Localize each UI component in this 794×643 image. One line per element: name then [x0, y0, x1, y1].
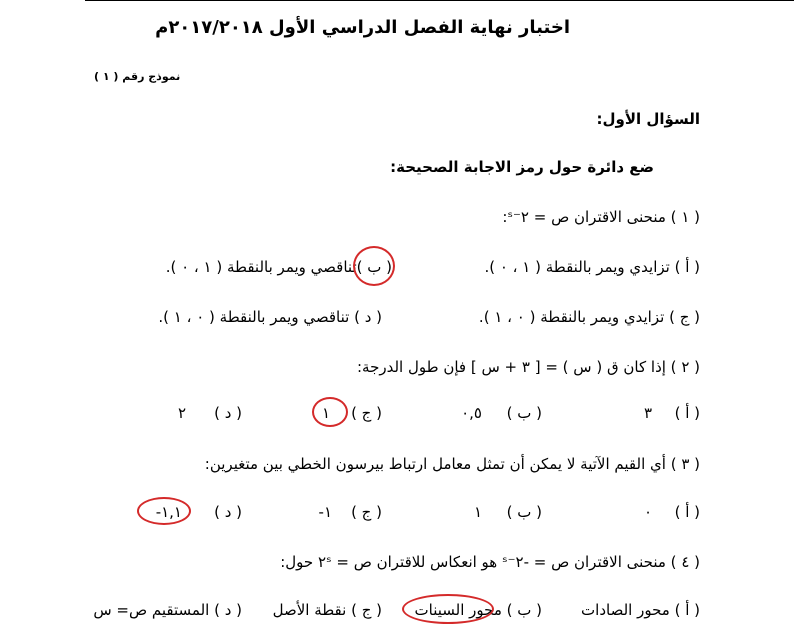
q3-option-a-value: ٠ — [643, 503, 652, 521]
q3-option-b-label: ( ب ) — [506, 503, 542, 521]
question-3-text: ( ٣ ) أي القيم الآتية لا يمكن أن تمثل معامل ارتباط بيرسون الخطي بين متغيرين: — [204, 455, 700, 473]
instruction: ضع دائرة حول رمز الاجابة الصحيحة: — [390, 158, 654, 176]
q1-option-d: ( د ) تناقصي ويمر بالنقطة ( ٠ ، ١ ). — [158, 308, 382, 326]
q2-option-d-value: ٢ — [177, 404, 186, 422]
q3-answer-circle — [137, 497, 191, 525]
q4-option-d: ( د ) المستقيم ص= س — [93, 601, 242, 619]
exam-title: اختبار نهاية الفصل الدراسي الأول ٢٠١٧/٢٠١٨م — [155, 17, 570, 38]
q2-option-b-value: ٠,٥ — [461, 404, 482, 422]
q2-option-c-value: ١ — [321, 404, 330, 422]
q3-option-c-label: ( ج ) — [351, 503, 382, 521]
q3-option-d-label: ( د ) — [214, 503, 242, 521]
q3-option-a-label: ( أ ) — [674, 503, 700, 521]
section-title: السؤال الأول: — [596, 110, 700, 128]
q1-option-a: ( أ ) تزايدي ويمر بالنقطة ( ١ ، ٠ ). — [484, 258, 700, 276]
q4-option-b: ( ب ) محور السينات — [414, 601, 542, 619]
q2-option-a-label: ( أ ) — [674, 404, 700, 422]
q2-option-d-label: ( د ) — [214, 404, 242, 422]
q1-option-c: ( ج ) تزايدي ويمر بالنقطة ( ٠ ، ١ ). — [478, 308, 700, 326]
page-top-border — [85, 0, 794, 1]
q2-option-a-value: ٣ — [643, 404, 652, 422]
q4-option-a: ( أ ) محور الصادات — [581, 601, 700, 619]
model-number: نموذج رقم ( ١ ) — [94, 70, 181, 83]
q4-option-c: ( ج ) نقطة الأصل — [272, 601, 382, 619]
question-2-text: ( ٢ ) إذا كان ق ( س ) = [ ٣ + س ] فإن طول الدرجة: — [356, 358, 700, 376]
q3-option-d-value: -١,١ — [155, 503, 182, 521]
q1-answer-circle — [353, 246, 395, 286]
question-4-text: ( ٤ ) منحنى الاقتران ص = -٢⁻ˢ هو انعكاس للاقتران ص = ٢ˢ حول: — [280, 553, 700, 571]
question-1-text: ( ١ ) منحنى الاقتران ص = ٢⁻ˢ: — [502, 208, 700, 226]
q3-option-c-value: -١ — [318, 503, 332, 521]
q2-answer-circle — [312, 397, 348, 427]
q3-option-b-value: ١ — [473, 503, 482, 521]
q4-answer-circle — [402, 594, 494, 624]
q2-option-b-label: ( ب ) — [506, 404, 542, 422]
q1-option-b: ( ب )تناقصي ويمر بالنقطة ( ١ ، ٠ ). — [165, 258, 392, 276]
q2-option-c-label: ( ج ) — [351, 404, 382, 422]
